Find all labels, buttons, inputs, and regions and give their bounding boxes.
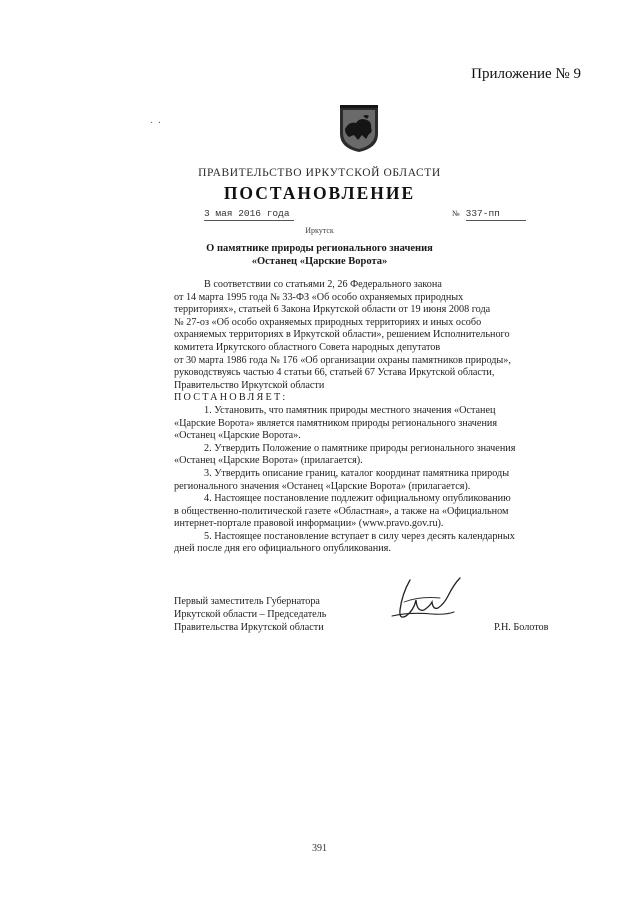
body-line: 1. Установить, что памятник природы местного значения «Останец — [204, 404, 496, 416]
body-line: 5. Настоящее постановление вступает в силу через десять календарных — [204, 530, 515, 542]
body-line: № 27-оз «Об особо охраняемых природных территориях и иных особо — [174, 316, 482, 328]
document-type: ПОСТАНОВЛЕНИЕ — [223, 183, 416, 203]
body-line: интернет-портале правовой информации» (www.pravo.gov.ru). — [174, 518, 444, 530]
body-line: от 14 марта 1995 года № 33-ФЗ «Об особо охраняемых природных — [174, 291, 464, 303]
title-line: О памятнике природы регионального значения — [206, 243, 433, 254]
document-date: 3 мая 2016 года — [204, 208, 294, 221]
body-line: Правительство Иркутской области — [174, 379, 325, 391]
document-title — [0, 242, 639, 268]
body-line: «Останец «Царские Ворота» (прилагается). — [174, 455, 363, 467]
signer-position-line: Первый заместитель Губернатора — [174, 596, 320, 607]
body-line: регионального значения «Останец «Царские Ворота» (прилагается). — [174, 480, 471, 492]
number-sign: № — [452, 209, 460, 218]
body-line: территориях», статьей 6 Закона Иркутской области от 19 июня 2008 года — [174, 304, 491, 316]
document-number-field — [452, 208, 542, 221]
irkutsk-coat-of-arms-icon — [336, 104, 382, 154]
body-line: 3. Утвердить описание границ, каталог координат памятника природы — [204, 467, 510, 479]
page-number: 391 — [312, 843, 327, 854]
body-line: руководствуясь частью 4 статьи 66, статьей 67 Устава Иркутской области, — [174, 367, 495, 379]
signer-position-line: Правительства Иркутской области — [174, 621, 324, 633]
document-number: 337-пп — [466, 208, 526, 221]
title-line: «Останец «Царские Ворота» — [251, 256, 388, 267]
body-line: 4. Настоящее постановление подлежит официальному опубликованию — [204, 493, 511, 505]
document-city: Иркутск — [305, 226, 334, 235]
resolves-heading: ПОСТАНОВЛЯЕТ: — [174, 392, 288, 404]
body-line: В соответствии со статьями 2, 26 Федерального закона — [204, 279, 442, 290]
body-line: в общественно-политической газете «Областная», а также на «Официальном — [174, 505, 509, 517]
government-name: ПРАВИТЕЛЬСТВО ИРКУТСКОЙ ОБЛАСТИ — [198, 167, 441, 179]
appendix-label: Приложение № 9 — [471, 66, 581, 82]
body-line: 2. Утвердить Положение о памятнике природы регионального значения — [204, 442, 516, 454]
signer-position-line: Иркутской области – Председатель — [174, 608, 327, 620]
handwritten-signature-icon — [380, 572, 470, 632]
document-body — [174, 279, 554, 556]
body-line: дней после дня его официального опубликования. — [174, 543, 391, 555]
body-line: комитета Иркутского областного Совета народных депутатов — [174, 341, 441, 353]
signer-name: Р.Н. Болотов — [494, 622, 549, 633]
stray-marks: · · — [150, 118, 163, 129]
body-line: «Царские Ворота» является памятником природы регионального значения — [174, 417, 498, 429]
body-line: от 30 марта 1986 года № 176 «Об организации охраны памятников природы», — [174, 354, 511, 366]
body-line: «Останец «Царские Ворота». — [174, 430, 301, 442]
signer-position — [174, 596, 326, 634]
body-line: охраняемых территориях в Иркутской области», решением Исполнительного — [174, 329, 510, 341]
